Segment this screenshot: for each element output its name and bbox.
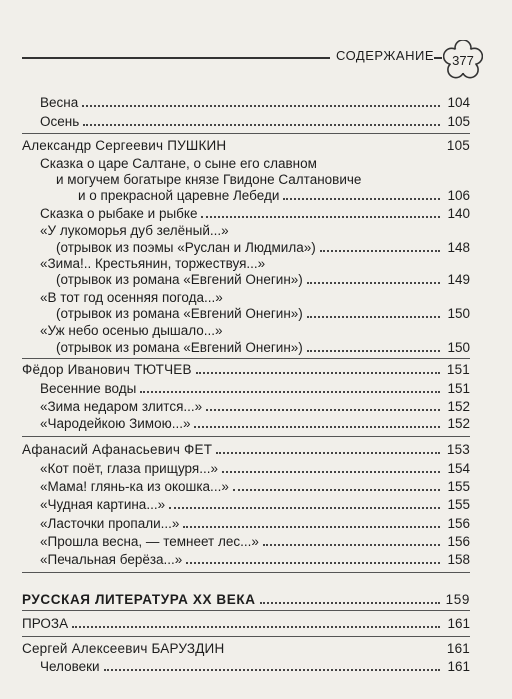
entry-page: 149 — [447, 272, 470, 287]
entry-page: 156 — [447, 516, 470, 531]
entry-title: «Чародейкою Зимою...» — [40, 416, 191, 431]
entry-page: 161 — [446, 641, 470, 656]
toc-entry[interactable] — [40, 516, 470, 532]
leader-dots — [233, 481, 440, 491]
leader-dots — [82, 97, 440, 107]
leader-dots — [307, 308, 440, 318]
entry-page: 104 — [447, 95, 470, 110]
entry-page: 140 — [447, 206, 470, 221]
entry-page: 106 — [447, 188, 470, 203]
entry-page: 161 — [447, 659, 470, 674]
section-divider — [22, 133, 470, 134]
page-header — [0, 0, 512, 80]
leader-dots — [260, 594, 440, 604]
part-title: РУССКАЯ ЛИТЕРАТУРА XX ВЕКА — [22, 592, 256, 607]
page-number: 377 — [452, 52, 474, 68]
entry-page: 151 — [446, 362, 470, 377]
leader-dots — [206, 401, 440, 411]
entry-page: 151 — [447, 381, 470, 396]
entry-page: 153 — [446, 442, 470, 457]
toc-author[interactable] — [22, 138, 470, 154]
entry-title: и о прекрасной царевне Лебеди — [78, 188, 280, 203]
entry-page: 161 — [447, 616, 470, 631]
leader-dots — [222, 463, 440, 473]
toc-entry[interactable] — [40, 381, 470, 397]
section-divider — [22, 436, 470, 437]
toc-entry[interactable] — [40, 399, 470, 415]
author-name: Александр Сергеевич ПУШКИН — [22, 138, 227, 153]
entry-page: 155 — [447, 479, 470, 494]
entry-title: «Мама! глянь-ка из окошка...» — [40, 479, 229, 494]
leader-dots — [140, 383, 440, 393]
toc-entry[interactable] — [40, 534, 470, 550]
section-heading: ПРОЗА — [22, 616, 69, 631]
entry-title: «Прошла весна, — темнеет лес...» — [40, 534, 259, 549]
leader-dots — [201, 208, 440, 218]
entry-title: Человеки — [40, 659, 100, 674]
leader-dots — [72, 618, 440, 628]
toc-entry[interactable] — [56, 240, 470, 256]
toc-entry[interactable] — [40, 95, 470, 111]
entry-title[interactable]: и могучем богатыре князе Гвидоне Салтановиче — [56, 172, 362, 187]
leader-dots — [283, 190, 440, 200]
entry-title: (отрывок из романа «Евгений Онегин») — [56, 272, 303, 287]
toc-entry[interactable] — [40, 479, 470, 495]
author-name: Сергей Алексеевич БАРУЗДИН — [22, 641, 225, 656]
toc-entry[interactable] — [40, 552, 470, 568]
section-divider — [22, 358, 470, 359]
author-name: Афанасий Афанасьевич ФЕТ — [22, 442, 213, 457]
entry-page: 148 — [447, 240, 470, 255]
leader-dots — [307, 342, 440, 352]
toc-entry[interactable] — [56, 306, 470, 322]
entry-title[interactable]: «В тот год осенняя погода...» — [40, 290, 223, 305]
entry-title: Осень — [40, 114, 80, 129]
page-number-badge — [443, 40, 483, 80]
leader-dots — [196, 364, 440, 374]
entry-page: 152 — [447, 399, 470, 414]
leader-dots — [194, 418, 440, 428]
entry-page: 150 — [447, 306, 470, 321]
leader-dots — [104, 661, 440, 671]
entry-page: 105 — [446, 138, 470, 153]
toc-entry[interactable] — [40, 659, 470, 675]
leader-dots — [307, 274, 440, 284]
toc-entry[interactable] — [78, 188, 470, 204]
leader-dots — [263, 536, 440, 546]
entry-page: 152 — [447, 416, 470, 431]
entry-title[interactable]: «Зима!.. Крестьянин, торжествуя...» — [40, 256, 266, 271]
leader-dots — [186, 554, 440, 564]
entry-title: «Кот поёт, глаза прищуря...» — [40, 461, 218, 476]
toc-entry[interactable] — [40, 416, 470, 432]
entry-page: 150 — [447, 340, 470, 355]
entry-title: Весна — [40, 95, 79, 110]
entry-title: «Зима недаром злится...» — [40, 399, 203, 414]
entry-title: (отрывок из романа «Евгений Онегин») — [56, 306, 303, 321]
toc-author[interactable] — [22, 362, 470, 378]
entry-page: 156 — [447, 534, 470, 549]
author-name: Фёдор Иванович ТЮТЧЕВ — [22, 362, 192, 377]
toc-entry[interactable] — [40, 461, 470, 477]
entry-title: Весенние воды — [40, 381, 137, 396]
leader-dots — [83, 116, 440, 126]
entry-title: «Чудная картина...» — [40, 497, 166, 512]
leader-dots — [216, 444, 440, 454]
entry-page: 159 — [445, 592, 470, 607]
section-divider — [22, 572, 470, 573]
leader-dots — [183, 518, 440, 528]
entry-page: 158 — [447, 552, 470, 567]
entry-title: Сказка о рыбаке и рыбке — [40, 206, 198, 221]
section-divider — [22, 636, 470, 637]
entry-page: 105 — [447, 114, 470, 129]
entry-title: (отрывок из романа «Евгений Онегин») — [56, 340, 303, 355]
entry-title[interactable]: Сказка о царе Салтане, о сыне его славном — [40, 156, 317, 171]
toc-entry[interactable] — [40, 497, 470, 513]
toc-section-heading[interactable] — [22, 616, 470, 632]
entry-title: «Ласточки пропали...» — [40, 516, 180, 531]
section-divider — [22, 610, 470, 611]
leader-dots — [320, 242, 440, 252]
entry-title: (отрывок из поэмы «Руслан и Людмила») — [56, 240, 316, 255]
toc-entry[interactable] — [40, 114, 470, 130]
toc-entry[interactable] — [56, 340, 470, 356]
toc-entry[interactable] — [40, 206, 470, 222]
entry-title: «Печальная берёза...» — [40, 552, 183, 567]
section-title: СОДЕРЖАНИЕ — [330, 48, 434, 63]
entry-title[interactable]: «Уж небо осенью дышало...» — [40, 323, 223, 338]
entry-title[interactable]: «У лукоморья дуб зелёный...» — [40, 223, 229, 238]
entry-page: 154 — [447, 461, 470, 476]
leader-dots — [169, 499, 440, 509]
toc-author[interactable] — [22, 641, 470, 657]
toc-part-heading[interactable] — [22, 592, 470, 608]
toc-author[interactable] — [22, 442, 470, 458]
toc-entry[interactable] — [56, 272, 470, 288]
entry-page: 155 — [447, 497, 470, 512]
